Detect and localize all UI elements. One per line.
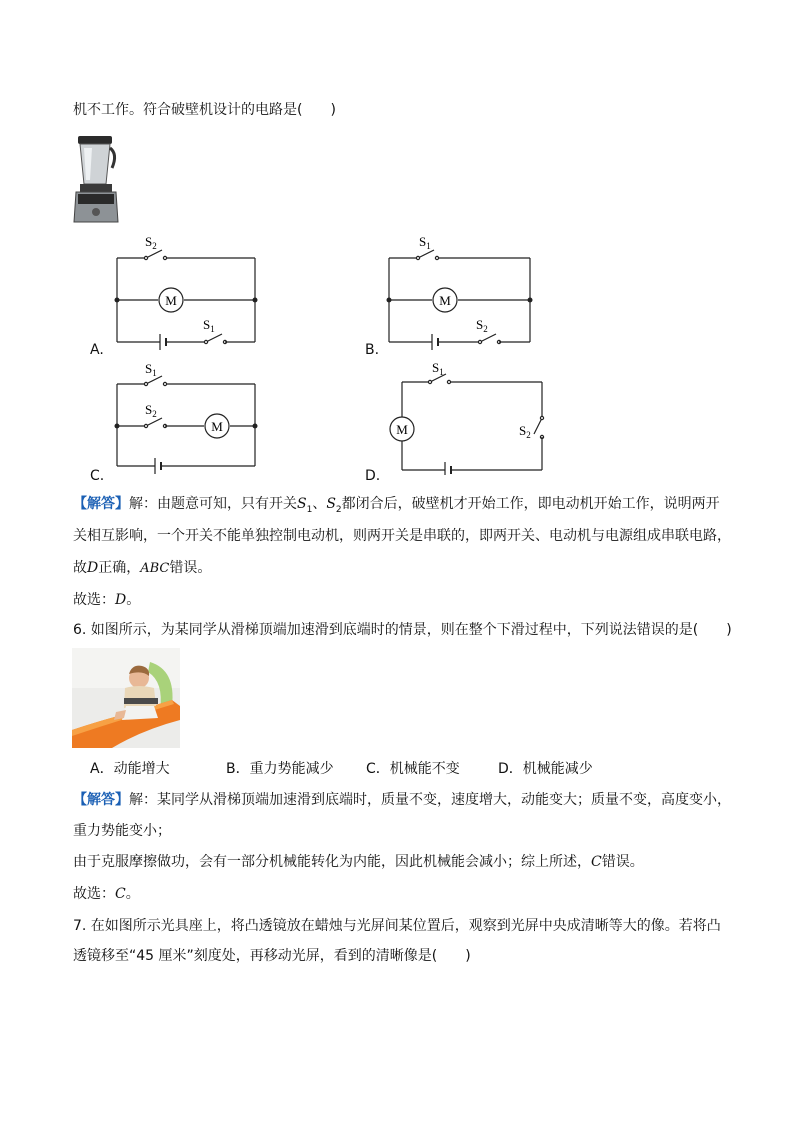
switch-label: $S_2$ xyxy=(476,317,488,334)
answer-tag: 【解答】 xyxy=(73,496,129,512)
circuit-b xyxy=(362,232,537,357)
q6-option-b: B．重力势能减少 xyxy=(226,761,334,777)
q7-stem-line-1: 7. 在如图所示光具座上，将凸透镜放在蜡烛与光屏间某位置后，观察到光屏中央成清晰等大的像。若将凸 xyxy=(73,918,721,934)
switch-label: $S_1$ xyxy=(203,317,215,334)
q5-choice: 故选：D。 xyxy=(73,592,141,608)
motor-symbol: M xyxy=(165,293,177,308)
circuit-c xyxy=(90,360,265,475)
q6-option-d: D．机械能减少 xyxy=(498,761,593,777)
blender-image xyxy=(72,134,122,226)
q5-answer-line-2: 关相互影响，一个开关不能单独控制电动机，则两开关是串联的，即两开关、电动机与电源组成串联电路， xyxy=(73,528,731,544)
q6-option-a: A．动能增大 xyxy=(90,761,170,777)
q6-option-c: C．机械能不变 xyxy=(366,761,460,777)
motor-symbol: M xyxy=(396,422,408,437)
circuit-a xyxy=(90,232,265,357)
circuit-a-label: A. xyxy=(90,342,104,358)
q6-choice: 故选：C。 xyxy=(73,886,140,902)
motor-symbol: M xyxy=(211,419,223,434)
slide-image xyxy=(72,648,180,748)
switch-label: $S_1$ xyxy=(145,361,157,378)
circuit-b-label: B. xyxy=(365,342,380,358)
switch-label: $S_1$ xyxy=(432,360,444,377)
q6-answer-line-2: 重力势能变小； xyxy=(73,823,171,839)
q6-stem: 6. 如图所示，为某同学从滑梯顶端加速滑到底端时的情景，则在整个下滑过程中，下列说法错误的是( ) xyxy=(73,622,732,638)
circuit-d-label: D. xyxy=(365,468,381,484)
q5-answer-line-3: 故D正确，ABC错误。 xyxy=(73,560,212,576)
q6-answer-line-1: 【解答】解：某同学从滑梯顶端加速滑到底端时，质量不变，速度增大，动能变大；质量不变，高度变小， xyxy=(73,792,731,808)
q5-stem-tail: 机不工作。符合破壁机设计的电路是( ) xyxy=(73,102,336,118)
q7-stem-line-2: 透镜移至“45 厘米”刻度处，再移动光屏，看到的清晰像是( ) xyxy=(73,948,471,964)
answer-tag: 【解答】 xyxy=(73,792,129,808)
q5-answer-line-1: 【解答】解：由题意可知，只有开关$S_1$、$S_2$都闭合后，破壁机才开始工作，即电动机开始工作，说明两开 xyxy=(73,496,720,515)
q6-answer-line-3: 由于克服摩擦做功，会有一部分机械能转化为内能，因此机械能会减小；综上所述，C错误。 xyxy=(73,854,644,870)
switch-label: $S_2$ xyxy=(519,423,531,440)
switch-label: $S_1$ xyxy=(419,234,431,251)
circuit-c-label: C. xyxy=(90,468,105,484)
circuit-d xyxy=(380,360,555,475)
switch-label: $S_2$ xyxy=(145,402,157,419)
motor-symbol: M xyxy=(439,293,451,308)
switch-label: $S_2$ xyxy=(145,234,157,251)
